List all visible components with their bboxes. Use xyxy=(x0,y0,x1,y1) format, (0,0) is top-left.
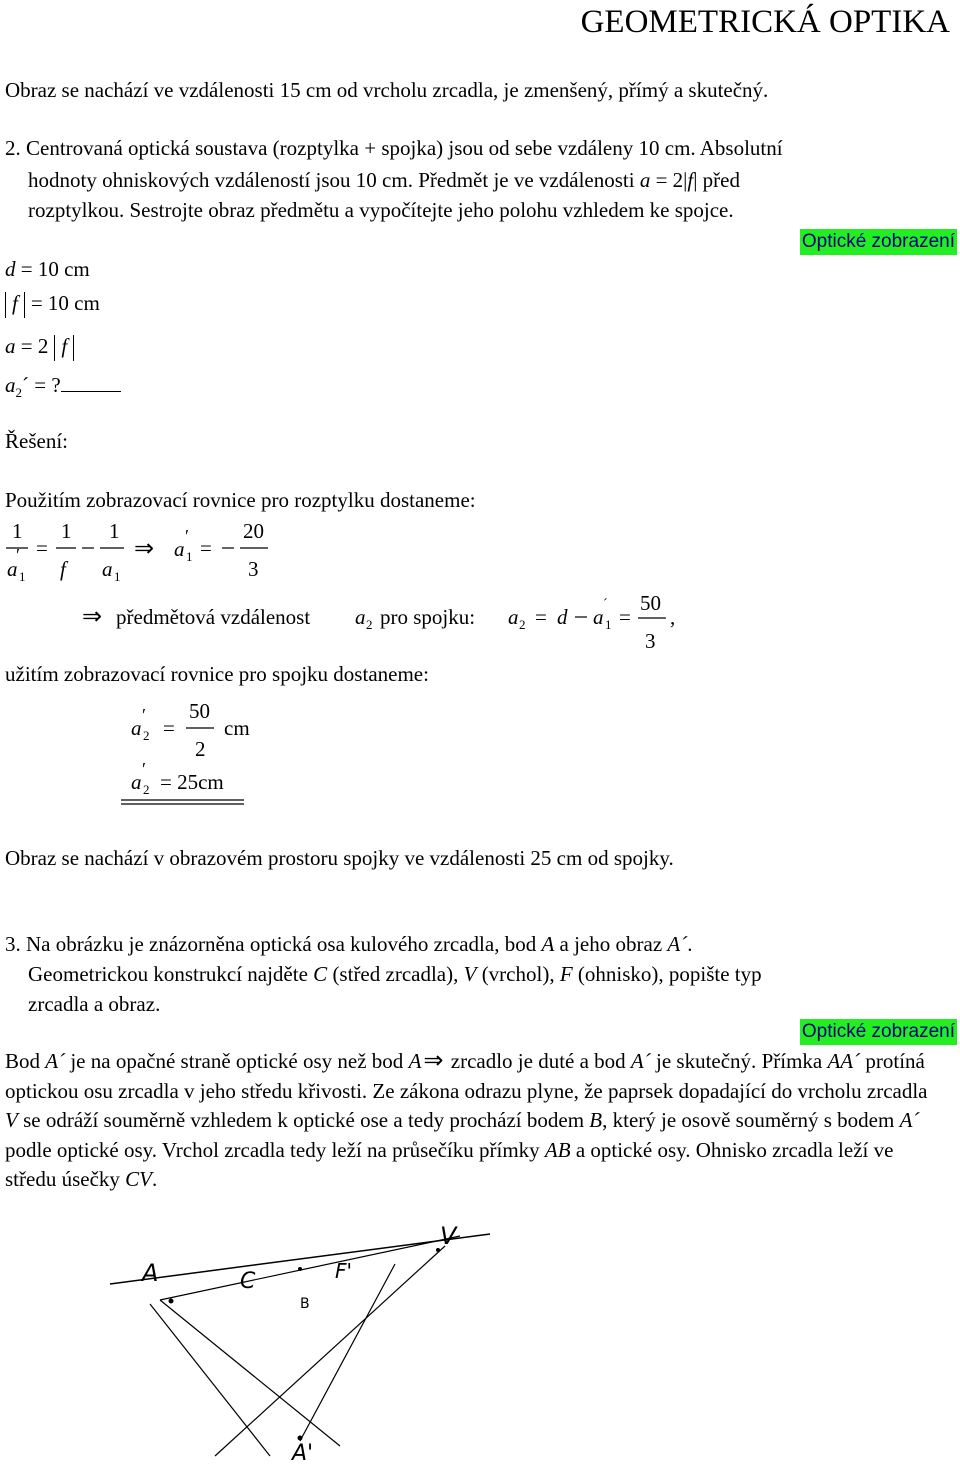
solution-intro: Použitím zobrazovací rovnice pro rozptylku dostaneme: xyxy=(5,488,476,512)
paragraph-text: a optické osy. Ohnisko zrcadla leží ve středu úsečky xyxy=(5,1137,894,1191)
unknown-rest: ´ = ? xyxy=(22,373,61,397)
paragraph-text: je skutečný. xyxy=(650,1049,762,1073)
point-A xyxy=(169,1299,174,1304)
eq2-text: předmětová vzdálenost xyxy=(116,605,311,629)
eq2-d: d xyxy=(557,605,568,629)
solution-heading: Řešení: xyxy=(5,429,68,453)
abs-bar-right xyxy=(73,335,74,361)
eq1-den1-sub: 1 xyxy=(19,569,26,584)
ray-line-4 xyxy=(300,1264,395,1441)
prime-mark: ′ xyxy=(142,705,146,725)
var-f: f xyxy=(12,291,18,315)
problem2-line2-end: | před xyxy=(693,168,740,192)
label-F: F' xyxy=(335,1259,353,1283)
unknown-a2 xyxy=(5,371,121,407)
eq3-den: 2 xyxy=(195,737,206,761)
eq1-equals: = xyxy=(36,536,48,560)
abs-bar-right xyxy=(24,292,25,318)
optics-figure xyxy=(0,1216,500,1466)
abs-bar-left xyxy=(54,335,55,361)
label-A-prime: A' xyxy=(292,1441,314,1466)
given-a-eq: = 2 xyxy=(15,334,49,358)
paragraph-text: je na opačné straně optické osy než bod xyxy=(65,1049,409,1073)
eq1-equals2: = xyxy=(200,536,212,560)
eq2-num: 50 xyxy=(640,591,661,615)
eq1-den2-f: f xyxy=(60,557,66,581)
problem3-line1 xyxy=(5,930,692,958)
solution-mid: užitím zobrazovací rovnice pro spojku dostaneme: xyxy=(5,662,429,686)
problem3-solution xyxy=(5,1047,935,1195)
eq1-result-den: 3 xyxy=(248,557,259,581)
problem3-line2 xyxy=(28,960,762,988)
eq1-den3-a: a xyxy=(102,557,113,581)
equation-1 xyxy=(0,512,300,592)
paragraph-text: Bod xyxy=(5,1049,46,1073)
eq3-num: 50 xyxy=(189,699,210,723)
eq2-a: a xyxy=(355,605,366,629)
paragraph-text: protíná optickou osu zrcadla v jeho středu křivosti. Ze zákona odrazu plyne, že paprsek dopadající do vrcholu zrcadla xyxy=(5,1049,928,1103)
italic-symbol: V xyxy=(5,1108,18,1132)
eq2-sub3: 1 xyxy=(605,617,612,632)
problem2-line2-text: hodnoty ohniskových vzdáleností jsou 10 cm. Předmět je ve vzdálenosti xyxy=(28,168,640,192)
label-B: B xyxy=(300,1296,310,1312)
eq3-unit: cm xyxy=(224,716,250,740)
problem3-line3: zrcadla a obraz. xyxy=(28,992,161,1016)
equation-2 xyxy=(0,590,700,660)
var-a: a xyxy=(5,373,16,397)
paragraph-text: se odráží souměrně vzhledem k optické ose a tedy prochází bodem xyxy=(17,1108,590,1132)
italic-symbol: CV xyxy=(125,1167,152,1191)
eq3-sub: 2 xyxy=(143,728,150,743)
prime-mark: ′ xyxy=(142,762,146,779)
p3-text: (ohnisko), popište typ xyxy=(572,962,762,986)
implies-arrow: ⇒ xyxy=(134,536,155,562)
given-d xyxy=(5,255,90,283)
implies-arrow: ⇒ xyxy=(82,604,103,630)
eq2-a2: a xyxy=(508,605,519,629)
p3-text: (střed zrcadla), xyxy=(327,962,464,986)
eq1-result-sub: 1 xyxy=(186,549,193,564)
eq2-a3: a xyxy=(593,605,604,629)
eq1-result-a: a xyxy=(174,537,185,561)
var-f: f xyxy=(61,334,68,358)
equation-4 xyxy=(0,762,300,812)
problem2-line3: rozptylkou. Sestrojte obraz předmětu a vypočítejte jeho polohu vzhledem ke spojce. xyxy=(28,198,734,222)
var-C: C xyxy=(313,962,328,986)
p3-text: a jeho obraz xyxy=(554,932,668,956)
given-f xyxy=(5,289,100,318)
given-f-value: = 10 cm xyxy=(30,291,100,315)
problem2-line2 xyxy=(28,166,740,194)
eq2-equals: = xyxy=(535,605,547,629)
paragraph-text: , který je osově souměrný s bodem xyxy=(602,1108,900,1132)
var-a: a xyxy=(5,334,16,358)
paragraph-text: . xyxy=(151,1167,158,1191)
eq2-equals2: = xyxy=(619,605,631,629)
point-A-prime xyxy=(298,1436,303,1441)
eq1-result-num: 20 xyxy=(243,519,264,543)
given-a xyxy=(5,332,74,361)
eq2-sub2: 2 xyxy=(519,617,526,632)
given-separator-line xyxy=(61,373,121,392)
eq1-den1-a: a xyxy=(7,557,18,581)
prime-mark: ′ xyxy=(185,526,189,546)
p3-text: Geometrickou konstrukcí najděte xyxy=(28,962,314,986)
eq1-den3-sub: 1 xyxy=(114,569,121,584)
intro-line: Obraz se nachází ve vzdálenosti 15 cm od vrcholu zrcadla, je zmenšený, přímý a skutečný. xyxy=(5,78,769,102)
ray-line-1 xyxy=(160,1236,460,1300)
italic-symbol: A´ xyxy=(630,1049,651,1073)
problem2-line1: 2. Centrovaná optická soustava (rozptylka + spojka) jsou od sebe vzdáleny 10 cm. Absolutní xyxy=(5,136,783,160)
eq4-sub: 2 xyxy=(143,782,150,797)
ray-line-3 xyxy=(150,1304,270,1456)
eq1-num3: 1 xyxy=(109,519,120,543)
paragraph-text: podle optické osy. Vrchol zrcadla tedy leží na průsečíku přímky xyxy=(5,1137,545,1162)
eq2-den: 3 xyxy=(645,629,656,653)
var-F: F xyxy=(559,962,573,986)
eq4-a: a xyxy=(131,770,142,794)
eq3-equals: = xyxy=(163,716,175,740)
var-a: a xyxy=(639,168,651,192)
point-C xyxy=(298,1267,302,1271)
abs-bar-left xyxy=(5,292,6,318)
italic-symbol: B xyxy=(589,1108,603,1132)
eq1-num2: 1 xyxy=(61,519,72,543)
eq2-comma: , xyxy=(670,605,676,629)
paragraph-text: Přímka xyxy=(761,1049,828,1073)
italic-symbol: A´ xyxy=(45,1049,66,1073)
eq2-text2: pro spojku: xyxy=(380,605,476,629)
paragraph-text: zrcadlo je duté a bod xyxy=(445,1049,631,1073)
var-f: f xyxy=(687,168,694,192)
subscript: 2 xyxy=(15,385,22,401)
topic-tag[interactable]: Optické zobrazení xyxy=(800,229,957,255)
topic-tag[interactable]: Optické zobrazení xyxy=(800,1019,957,1045)
italic-symbol: AB xyxy=(544,1137,571,1162)
eq2-sub: 2 xyxy=(366,617,373,632)
given-d-value: = 10 cm xyxy=(15,257,90,281)
implies-arrow: ⇒ xyxy=(423,1048,444,1074)
label-V: V xyxy=(440,1222,457,1250)
p3-text: 3. Na obrázku je znázorněna optická osa kulového zrcadla, bod xyxy=(5,932,542,956)
var-A: A xyxy=(541,932,555,956)
italic-symbol: A xyxy=(408,1049,422,1073)
prime-mark: ´ xyxy=(603,597,608,612)
eq3-a: a xyxy=(131,716,142,740)
equation-3 xyxy=(0,692,300,772)
italic-symbol: AA´ xyxy=(827,1049,861,1073)
prime-mark: ′ xyxy=(16,545,20,565)
problem2-line2-mid: = 2| xyxy=(650,168,688,192)
eq1-num1: 1 xyxy=(12,519,23,543)
var-V: V xyxy=(463,962,477,986)
label-C: C xyxy=(240,1269,256,1294)
label-A: A xyxy=(142,1259,159,1287)
var-A-prime: A´ xyxy=(667,932,688,956)
italic-symbol: A´ xyxy=(899,1108,920,1132)
p3-text: . xyxy=(687,932,693,956)
p3-text: (vrchol), xyxy=(476,962,560,986)
conclusion: Obraz se nachází v obrazovém prostoru spojky ve vzdálenosti 25 cm od spojky. xyxy=(5,846,674,870)
var-d: d xyxy=(5,257,16,281)
eq4-rest: = 25cm xyxy=(160,770,224,794)
page-title: GEOMETRICKÁ OPTIKA xyxy=(580,4,950,40)
